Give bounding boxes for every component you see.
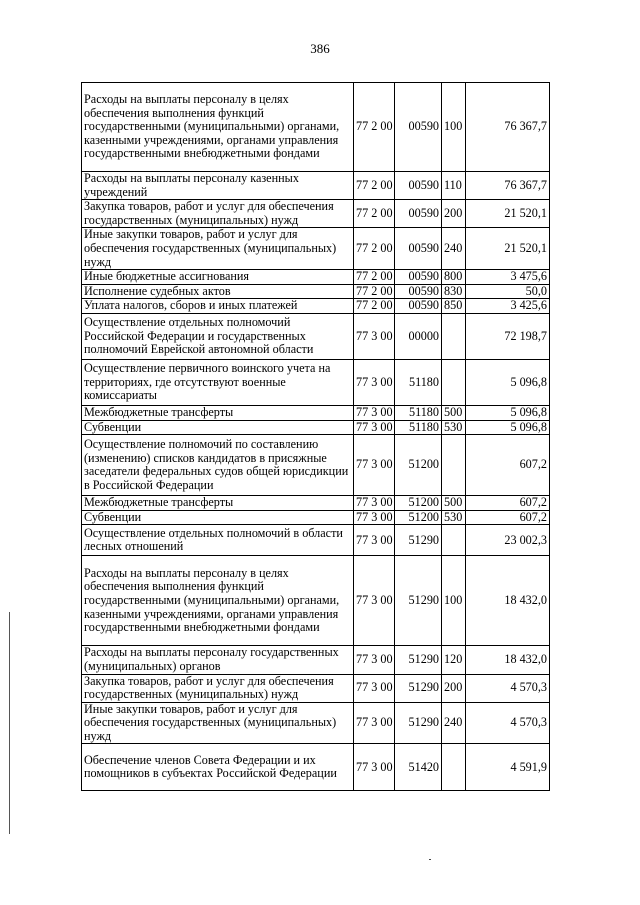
row-expense-type: 850 [442,299,466,314]
row-amount: 76 367,7 [466,83,550,172]
row-expense-type: 830 [442,284,466,299]
row-amount: 5 096,8 [466,420,550,435]
row-code-program: 77 2 00 [354,200,395,228]
row-code-direction: 51420 [395,744,442,791]
row-code-program: 77 3 00 [354,702,395,744]
row-expense-type: 500 [442,496,466,511]
left-margin-rule [9,612,10,834]
row-name: Иные бюджетные ассигнования [82,270,354,285]
budget-table-body [82,83,550,791]
row-expense-type: 120 [442,646,466,674]
row-code-direction: 00590 [395,172,442,200]
row-expense-type: 100 [442,556,466,646]
row-code-program: 77 3 00 [354,525,395,556]
table-row [82,496,550,511]
row-code-direction: 51290 [395,702,442,744]
row-expense-type: 200 [442,674,466,702]
row-code-direction: 51290 [395,556,442,646]
row-expense-type: 530 [442,420,466,435]
row-name: Обеспечение членов Совета Федерации и их помощников в субъектах Российской Федерации [82,744,354,791]
row-name: Расходы на выплаты персоналу в целях обеспечения выполнения функций государственными (муниципальными) органами, казенными учреждениями, органами управления государственными внебюджетными фондами [82,83,354,172]
table-row [82,646,550,674]
row-amount: 607,2 [466,435,550,496]
row-code-program: 77 3 00 [354,420,395,435]
row-name: Иные закупки товаров, работ и услуг для обеспечения государственных (муниципальных) нужд [82,228,354,270]
row-amount: 5 096,8 [466,359,550,405]
row-code-program: 77 3 00 [354,405,395,420]
row-expense-type: 800 [442,270,466,285]
table-row [82,420,550,435]
row-amount: 21 520,1 [466,200,550,228]
row-code-program: 77 3 00 [354,313,395,359]
row-expense-type [442,435,466,496]
row-code-direction: 51200 [395,496,442,511]
table-row [82,228,550,270]
row-code-program: 77 3 00 [354,359,395,405]
row-name: Закупка товаров, работ и услуг для обеспечения государственных (муниципальных) нужд [82,674,354,702]
table-row [82,359,550,405]
row-expense-type: 110 [442,172,466,200]
row-amount: 3 475,6 [466,270,550,285]
row-code-direction: 00000 [395,313,442,359]
row-amount: 607,2 [466,510,550,525]
table-row [82,313,550,359]
row-code-program: 77 3 00 [354,646,395,674]
row-expense-type: 100 [442,83,466,172]
row-expense-type [442,313,466,359]
row-name: Осуществление первичного воинского учета на территориях, где отсутствуют военные комиссариаты [82,359,354,405]
row-code-direction: 00590 [395,228,442,270]
row-amount: 4 591,9 [466,744,550,791]
row-code-direction: 51180 [395,420,442,435]
row-code-program: 77 2 00 [354,83,395,172]
row-code-direction: 51290 [395,525,442,556]
scan-dot [429,859,431,860]
row-amount: 5 096,8 [466,405,550,420]
row-amount: 18 432,0 [466,556,550,646]
row-code-direction: 00590 [395,83,442,172]
row-amount: 4 570,3 [466,674,550,702]
row-code-program: 77 3 00 [354,435,395,496]
table-row [82,525,550,556]
table-row [82,674,550,702]
row-name: Межбюджетные трансферты [82,405,354,420]
row-amount: 23 002,3 [466,525,550,556]
row-code-direction: 51290 [395,646,442,674]
table-row [82,200,550,228]
row-expense-type [442,359,466,405]
row-amount: 21 520,1 [466,228,550,270]
row-expense-type: 530 [442,510,466,525]
row-code-direction: 51290 [395,674,442,702]
row-amount: 3 425,6 [466,299,550,314]
row-code-direction: 00590 [395,299,442,314]
row-code-program: 77 2 00 [354,299,395,314]
row-code-program: 77 2 00 [354,270,395,285]
row-expense-type: 500 [442,405,466,420]
row-expense-type [442,744,466,791]
row-name: Осуществление полномочий по составлению (изменению) списков кандидатов в присяжные заседатели федеральных судов общей юрисдикции в Российской Федерации [82,435,354,496]
table-row [82,510,550,525]
table-row [82,702,550,744]
row-amount: 76 367,7 [466,172,550,200]
row-amount: 607,2 [466,496,550,511]
row-code-program: 77 3 00 [354,674,395,702]
table-row [82,284,550,299]
row-name: Исполнение судебных актов [82,284,354,299]
row-code-program: 77 2 00 [354,172,395,200]
row-code-direction: 00590 [395,284,442,299]
row-name: Иные закупки товаров, работ и услуг для обеспечения государственных (муниципальных) нужд [82,702,354,744]
row-code-program: 77 2 00 [354,228,395,270]
table-row [82,83,550,172]
table-row [82,405,550,420]
row-code-program: 77 3 00 [354,510,395,525]
table-row [82,299,550,314]
row-amount: 72 198,7 [466,313,550,359]
page-number: 386 [310,41,330,56]
table-row [82,435,550,496]
row-code-direction: 51200 [395,435,442,496]
budget-table [81,82,550,791]
row-name: Расходы на выплаты персоналу казенных учреждений [82,172,354,200]
table-row [82,270,550,285]
row-amount: 18 432,0 [466,646,550,674]
row-code-direction: 00590 [395,200,442,228]
row-expense-type: 240 [442,228,466,270]
row-amount: 50,0 [466,284,550,299]
row-code-program: 77 3 00 [354,556,395,646]
row-expense-type [442,525,466,556]
row-name: Закупка товаров, работ и услуг для обеспечения государственных (муниципальных) нужд [82,200,354,228]
row-code-program: 77 3 00 [354,744,395,791]
row-code-program: 77 2 00 [354,284,395,299]
row-expense-type: 200 [442,200,466,228]
table-row [82,172,550,200]
row-name: Субвенции [82,510,354,525]
row-code-direction: 00590 [395,270,442,285]
row-expense-type: 240 [442,702,466,744]
row-name: Субвенции [82,420,354,435]
row-name: Осуществление отдельных полномочий Российской Федерации и государственных полномочий Еврейской автономной области [82,313,354,359]
table-row [82,556,550,646]
row-name: Уплата налогов, сборов и иных платежей [82,299,354,314]
row-name: Расходы на выплаты персоналу в целях обеспечения выполнения функций государственными (муниципальными) органами, казенными учреждениями, органами управления государственными внебюджетными фондами [82,556,354,646]
row-name: Осуществление отдельных полномочий в области лесных отношений [82,525,354,556]
row-name: Межбюджетные трансферты [82,496,354,511]
row-code-direction: 51200 [395,510,442,525]
row-code-program: 77 3 00 [354,496,395,511]
row-name: Расходы на выплаты персоналу государственных (муниципальных) органов [82,646,354,674]
row-amount: 4 570,3 [466,702,550,744]
row-code-direction: 51180 [395,405,442,420]
row-code-direction: 51180 [395,359,442,405]
table-row [82,744,550,791]
